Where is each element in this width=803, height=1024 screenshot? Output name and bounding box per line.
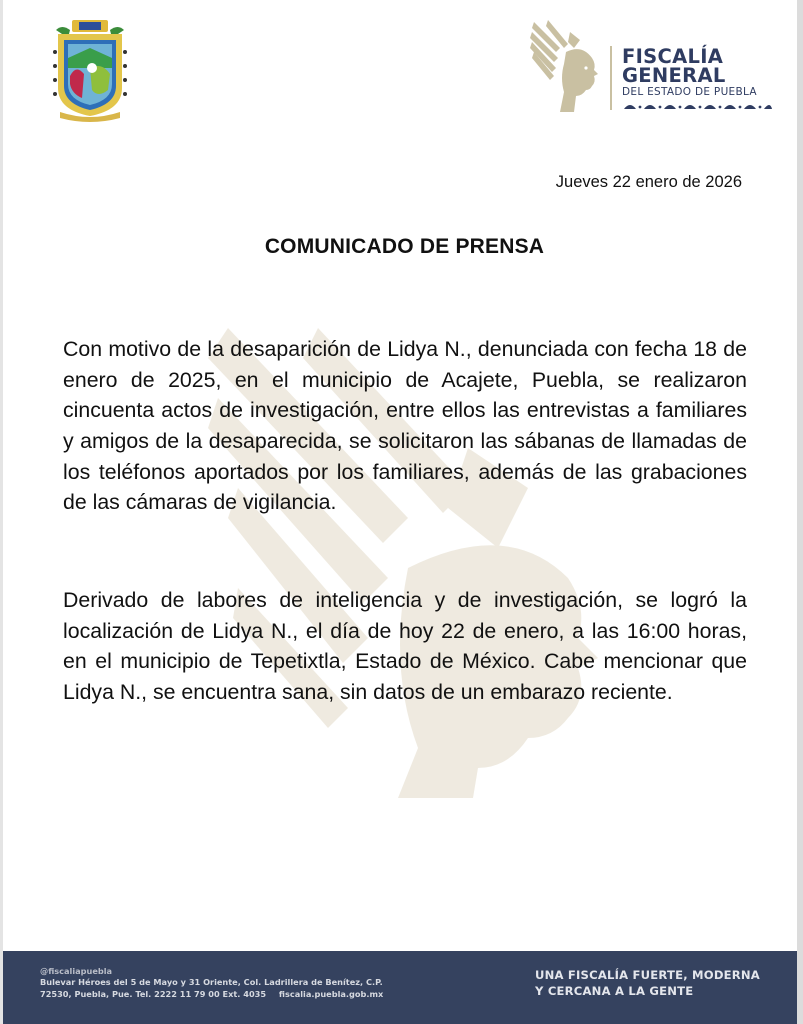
body-paragraph-2: Derivado de labores de inteligencia y de investigación, se logró la localización de Lidya N., el día de hoy 22 de enero, a las 16:00 horas, en el municipio de Tepetixtla, Estado de México. Cabe mencionar que Lidya N., se encuentra sana, sin datos de un embarazo reciente.: [63, 588, 747, 705]
body-paragraph-1: Con motivo de la desaparición de Lidya N., denunciada con fecha 18 de enero de 2025, en el municipio de Acajete, Puebla, se realizaron cincuenta actos de investigación, entre ellos las entrevistas a familiares y amigos de la desaparecida, se solicitaron las sábanas de llamadas de los teléfonos aportados por los familiares, además de las grabaciones de las cámaras de vigilancia.: [63, 337, 747, 515]
logo-subtitle: DEL ESTADO DE PUEBLA: [622, 86, 757, 98]
footer-slogan: [535, 967, 760, 999]
address-line-2-text: 72530, Puebla, Pue. Tel. 2222 11 79 00 Ext. 4035: [40, 988, 267, 999]
logo-divider: [610, 46, 612, 110]
logo-title: FISCALÍA GENERAL: [622, 45, 726, 87]
address-line-1: Bulevar Héroes del 5 de Mayo y 31 Oriente, Col. Ladrillera de Benítez, C.P.: [40, 977, 383, 988]
slogan-line-1: UNA FISCALÍA FUERTE, MODERNA: [535, 968, 760, 982]
press-release-page: [3, 0, 797, 1024]
fiscalia-profile-head-icon: [530, 18, 606, 114]
social-handle: @fiscaliapuebla: [40, 966, 113, 976]
address-line-2: [40, 989, 383, 1000]
website-link: fiscalia.puebla.gob.mx: [278, 988, 384, 999]
document-title: COMUNICADO DE PRENSA: [264, 235, 545, 258]
footer-bar: [3, 951, 797, 1024]
fiscalia-general-logo: [530, 18, 775, 114]
document-date: Jueves 22 enero de 2026: [555, 173, 742, 191]
puebla-state-coat-of-arms-icon: [52, 18, 128, 124]
page-right-edge: [797, 0, 803, 1024]
talavera-pattern-icon: [622, 101, 772, 111]
footer-contact: [40, 966, 383, 1000]
slogan-line-2: Y CERCANA A LA GENTE: [535, 984, 694, 998]
